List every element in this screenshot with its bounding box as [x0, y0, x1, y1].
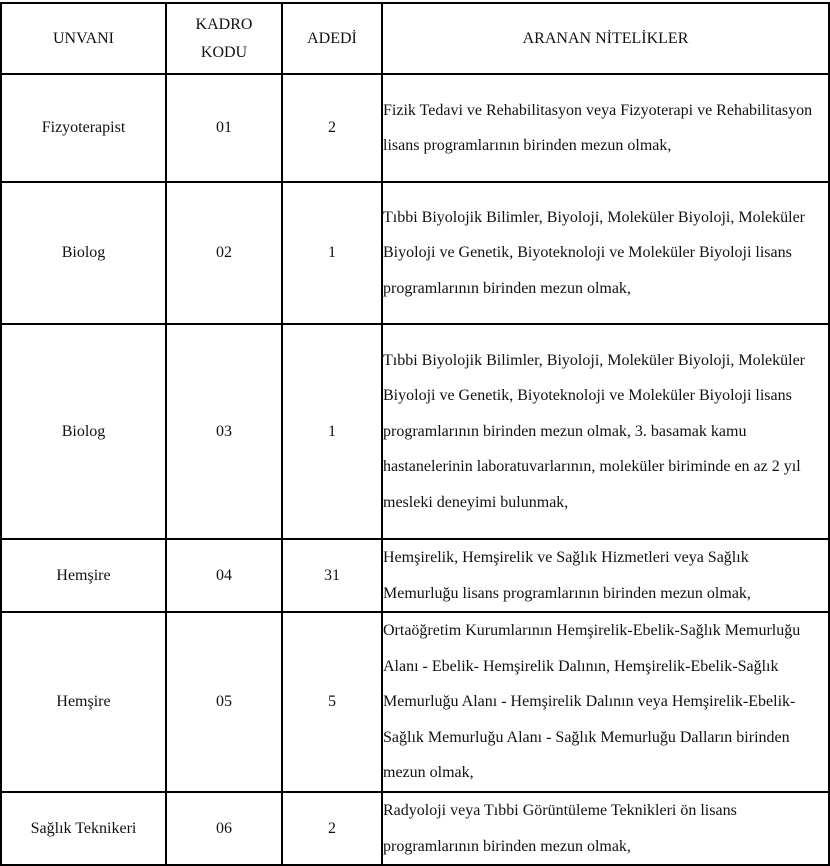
table-row [1, 539, 829, 612]
cell-title: Sağlık Teknikeri [1, 792, 166, 865]
cell-code: 04 [166, 539, 282, 612]
header-code-line1: KADRO [195, 15, 253, 33]
cell-count: 5 [282, 612, 382, 792]
cell-requirements: Ortaöğretim Kurumlarının Hemşirelik-Ebelik-Sağlık Memurluğu Alanı - Ebelik- Hemşirelik Dalının, Hemşirelik-Ebelik-Sağlık Memurluğu Alanı - Hemşirelik Dalının veya Hemşirelik-Ebelik-Sağlık Memurluğu Alanı - Sağlık Memurluğu Dalların birinden mezun olmak, [382, 612, 829, 792]
cell-title: Hemşire [1, 612, 166, 792]
header-requirements-text: ARANAN NİTELİKLER [522, 29, 689, 47]
table-row [1, 74, 829, 182]
cell-requirements: Radyoloji veya Tıbbi Görüntüleme Teknikleri ön lisans programlarının birinden mezun olmak, [382, 792, 829, 865]
staff-requirements-table [0, 2, 830, 866]
cell-count: 1 [282, 182, 382, 324]
header-code [166, 3, 282, 74]
cell-title: Biolog [1, 324, 166, 539]
cell-code: 01 [166, 74, 282, 182]
cell-count: 31 [282, 539, 382, 612]
table-row [1, 324, 829, 539]
table-row [1, 612, 829, 792]
cell-requirements: Tıbbi Biyolojik Bilimler, Biyoloji, Moleküler Biyoloji, Moleküler Biyoloji ve Genetik, Biyoteknoloji ve Moleküler Biyoloji lisans programlarının birinden mezun olmak, [382, 182, 829, 324]
cell-code: 03 [166, 324, 282, 539]
cell-count: 1 [282, 324, 382, 539]
cell-title: Fizyoterapist [1, 74, 166, 182]
header-title-text: UNVANI [52, 29, 115, 47]
cell-title: Biolog [1, 182, 166, 324]
header-code-line2: KODU [200, 43, 248, 61]
table-row [1, 182, 829, 324]
cell-count: 2 [282, 792, 382, 865]
cell-requirements: Fizik Tedavi ve Rehabilitasyon veya Fizyoterapi ve Rehabilitasyon lisans programlarının birinden mezun olmak, [382, 74, 829, 182]
cell-count: 2 [282, 74, 382, 182]
table-row [1, 792, 829, 865]
cell-requirements: Tıbbi Biyolojik Bilimler, Biyoloji, Moleküler Biyoloji, Moleküler Biyoloji ve Genetik, Biyoteknoloji ve Moleküler Biyoloji lisans programlarının birinden mezun olmak, 3. basamak kamu hastanelerinin laboratuvarlarının, moleküler biriminde en az 2 yıl mesleki deneyimi bulunmak, [382, 324, 829, 539]
header-count-text: ADEDİ [307, 29, 357, 47]
header-row [1, 3, 829, 74]
header-requirements [382, 3, 829, 74]
header-title [1, 3, 166, 74]
cell-code: 05 [166, 612, 282, 792]
cell-requirements: Hemşirelik, Hemşirelik ve Sağlık Hizmetleri veya Sağlık Memurluğu lisans programlarının birinden mezun olmak, [382, 539, 829, 612]
cell-title: Hemşire [1, 539, 166, 612]
cell-code: 02 [166, 182, 282, 324]
header-count [282, 3, 382, 74]
cell-code: 06 [166, 792, 282, 865]
